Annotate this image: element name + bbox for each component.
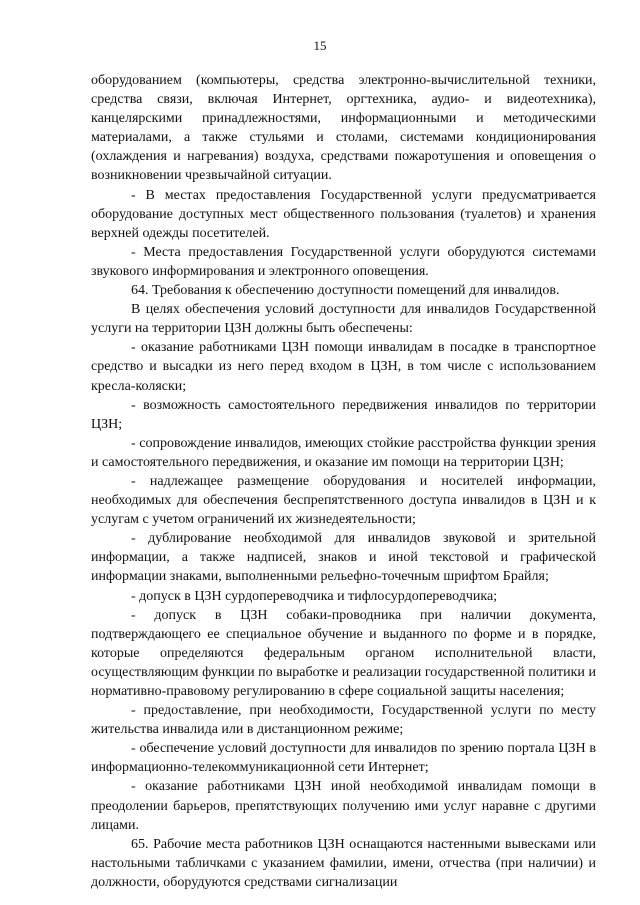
paragraph-barrier-assistance: - оказание работниками ЦЗН иной необходимой инвалидам помощи в преодолении барьеров, препятствующих получению ими услуг наравне с другими лицами. [91, 779, 596, 833]
paragraph-portal-access: - обеспечение условий доступности для инвалидов по зрению портала ЦЗН в информационно-телекоммуникационной сети Интернет; [91, 741, 596, 776]
paragraph-section-65: 65. Рабочие места работников ЦЗН оснащаются настенными вывесками или настольными табличками с указанием фамилии, имени, отчества (при наличии) и должности, оборудуются средствами сигнализации [91, 836, 596, 890]
paragraph-escort: - сопровождение инвалидов, имеющих стойкие расстройства функции зрения и самостоятельного передвижения, и оказание им помощи на территории ЦЗН; [91, 435, 596, 470]
paragraph-accessibility-intro: В целях обеспечения условий доступности для инвалидов Государственной услуги на территории ЦЗН должны быть обеспечены: [91, 302, 596, 337]
paragraph-interpreter: - допуск в ЦЗН сурдопереводчика и тифлосурдопереводчика; [131, 588, 498, 604]
paragraph-independent-movement: - возможность самостоятельного передвижения инвалидов по территории ЦЗН; [91, 397, 596, 432]
paragraph-equipment-list: оборудованием (компьютеры, средства электронно-вычислительной техники, средства связи, включая Интернет, оргтехника, аудио- и видеотехника), канцелярскими принадлежностями, информационными и методическими материалами, а также стульями и столами, системами кондиционирования (охлаждения и нагревания) воздуха, средствами пожаротушения и оповещения о возникновении чрезвычайной ситуации. [91, 73, 596, 184]
paragraph-remote-service: - предоставление, при необходимости, Государственной услуги по месту жительства инвалида или в дистанционном режиме; [91, 703, 596, 738]
paragraph-equipment-placement: - надлежащее размещение оборудования и носителей информации, необходимых для обеспечения беспрепятственного доступа инвалидов в ЦЗН и к услугам с учетом ограничений их жизнедеятельности; [91, 473, 596, 528]
paragraph-vehicle-assistance: - оказание работниками ЦЗН помощи инвалидам в посадке в транспортное средство и высадки из него перед входом в ЦЗН, в том числе с использованием кресла-коляски; [91, 340, 596, 394]
page-number: 15 [313, 38, 327, 53]
paragraph-sound-alert: - Места предоставления Государственной услуги оборудуются системами звукового информирования и электронного оповещения. [91, 244, 596, 279]
paragraph-guide-dog: - допуск в ЦЗН собаки-проводника при наличии документа, подтверждающего ее специальное обучение и выданного по форме и в порядке, которые определяются федеральным органом исполнительной власти, осуществляющим функции по выработке и реализации государственной политики и нормативно-правовому регулированию в сфере социальной защиты населения; [91, 607, 596, 699]
paragraph-public-places: - В местах предоставления Государственной услуги предусматривается оборудование доступных мест общественного пользования (туалетов) и хранения верхней одежды посетителей. [91, 187, 596, 241]
paragraph-section-64: 64. Требования к обеспечению доступности помещений для инвалидов. [131, 283, 560, 299]
paragraph-braille: - дублирование необходимой для инвалидов звуковой и зрительной информации, а также надписей, знаков и иной текстовой и графической информации знаками, выполненными рельефно-точечным шрифтом Брайля; [91, 531, 596, 585]
document-body [91, 71, 596, 892]
